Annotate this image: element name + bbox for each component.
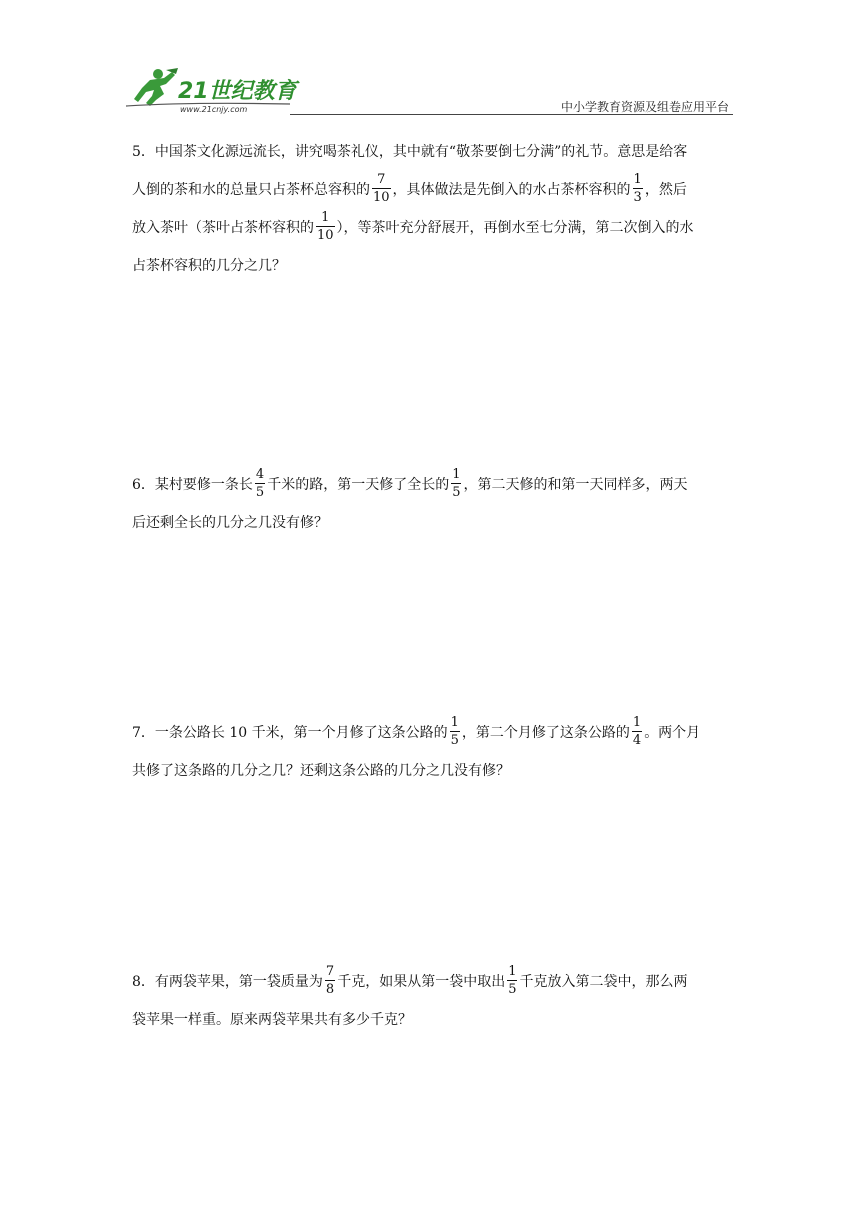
runner-icon bbox=[134, 68, 178, 106]
platform-name: 中小学教育资源及组卷应用平台 bbox=[560, 100, 729, 114]
q8-line-2: 袋苹果一样重。原来两袋苹果共有多少千克？ bbox=[132, 1012, 412, 1028]
fraction: $\frac{1}{10}$ bbox=[317, 209, 334, 243]
q5-line-4: 占茶杯容积的几分之几？ bbox=[132, 258, 286, 274]
q7-line-2: 共修了这条路的几分之几？还剩这条公路的几分之几没有修？ bbox=[132, 763, 510, 779]
question-5 bbox=[132, 133, 732, 285]
fraction: $\frac{1}{5}$ bbox=[450, 714, 459, 748]
q5-line-2: 人倒的茶和水的总量只占茶杯总容积的 $\frac{7}{10}$ ，具体做法是先倒入的水占茶杯容积的 $\frac{1}{3}$ ，然后 bbox=[132, 171, 687, 205]
fraction: $\frac{1}{5}$ bbox=[452, 466, 461, 500]
question-8 bbox=[132, 963, 732, 1039]
q6-line-2: 后还剩全长的几分之几没有修？ bbox=[132, 515, 328, 531]
page-header bbox=[120, 62, 733, 118]
q7-line-1: 7．一条公路长 10 千米，第一个月修了这条公路的 $\frac{1}{5}$ ，第二个月修了这条公路的 $\frac{1}{4}$ 。两个月 bbox=[132, 714, 701, 748]
header-divider bbox=[290, 114, 733, 115]
fraction: $\frac{7}{8}$ bbox=[325, 963, 335, 997]
fraction: $\frac{1}{3}$ bbox=[633, 171, 642, 205]
fraction: $\frac{4}{5}$ bbox=[255, 466, 265, 500]
question-7 bbox=[132, 714, 732, 790]
q5-line-3: 放入茶叶（茶叶占茶杯容积的 $\frac{1}{10}$ ），等茶叶充分舒展开，再倒水至七分满，第二次倒入的水 bbox=[132, 209, 694, 243]
logo-url: www.21cnjy.com bbox=[180, 105, 248, 114]
fraction: $\frac{1}{4}$ bbox=[632, 714, 642, 748]
q5-line-1: 5．中国茶文化源远流长，讲究喝茶礼仪，其中就有“敬茶要倒七分满”的礼节。意思是给客 bbox=[132, 144, 688, 160]
question-6 bbox=[132, 466, 732, 542]
logo bbox=[120, 62, 300, 114]
fraction: $\frac{7}{10}$ bbox=[373, 171, 390, 205]
q6-line-1: 6．某村要修一条长 $\frac{4}{5}$ 千米的路，第一天修了全长的 $\frac{1}{5}$ ，第二天修的和第一天同样多，两天 bbox=[132, 466, 688, 500]
q8-line-1: 8．有两袋苹果，第一袋质量为 $\frac{7}{8}$ 千克，如果从第一袋中取出 $\frac{1}{5}$ 千克放入第二袋中，那么两 bbox=[132, 963, 688, 997]
fraction: $\frac{1}{5}$ bbox=[508, 963, 517, 997]
logo-text: 21世纪教育 bbox=[178, 79, 297, 104]
